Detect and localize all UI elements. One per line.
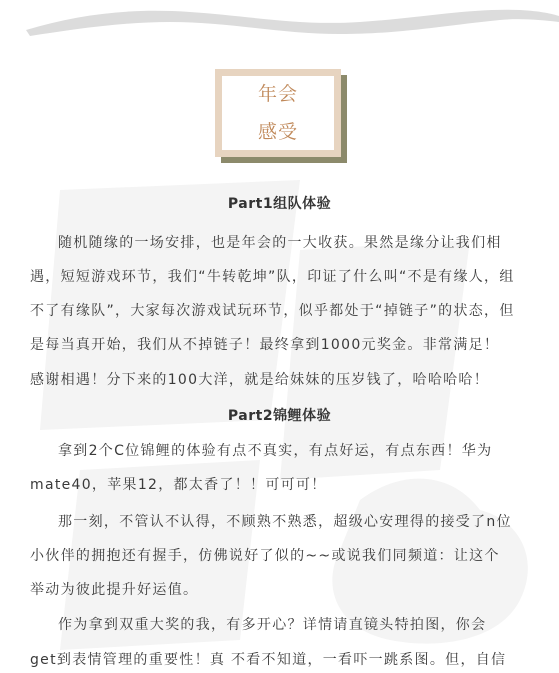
paragraph-line: 是每当真开始，我们从不掉链子！最终拿到1000元奖金。非常满足！ xyxy=(30,337,500,353)
paragraph-line: 不了有缘队”，大家每次游戏试玩环节，似乎都处于“掉链子”的状态，但 xyxy=(30,303,515,319)
title-line-2: 感受 xyxy=(257,121,298,143)
paragraph-line: 拿到2个C位锦鲤的体验有点不真实，有点好运，有点东西！华为 xyxy=(58,443,493,459)
paragraph-line: 感谢相遇！分下来的100大洋，就是给妹妹的压岁钱了，哈哈哈哈！ xyxy=(30,372,490,388)
section-heading-part2: Part2锦鲤体验 xyxy=(227,408,332,424)
paragraph-line: 随机随缘的一场安排，也是年会的一大收获。果然是缘分让我们相 xyxy=(58,235,502,251)
title-line-1: 年会 xyxy=(257,83,298,105)
section-heading-part1: Part1组队体验 xyxy=(227,196,332,212)
paragraph-line: 遇，短短游戏环节，我们“牛转乾坤”队，印证了什么叫“不是有缘人，组 xyxy=(30,269,515,285)
paragraph-line: 举动为彼此提升好运值。 xyxy=(30,582,199,598)
paragraph-line: 小伙伴的拥抱还有握手，仿佛说好了似的~~或说我们同频道：让这个 xyxy=(30,548,500,564)
paragraph-line: get到表情管理的重要性！真 不看不知道，一看吓一跳系图。但，自信 xyxy=(30,652,507,668)
paragraph-line: 作为拿到双重大奖的我，有多开心？详情请直镜头特拍图，你会 xyxy=(58,617,487,633)
paragraph-line: mate40，苹果12，都太香了！！可可可！ xyxy=(30,477,327,493)
paragraph-line: 那一刻，不管认不认得，不顾熟不熟悉，超级心安理得的接受了n位 xyxy=(58,514,512,530)
title-box xyxy=(215,69,347,163)
title-box-frame xyxy=(215,69,341,157)
title-box-inner xyxy=(222,76,334,150)
